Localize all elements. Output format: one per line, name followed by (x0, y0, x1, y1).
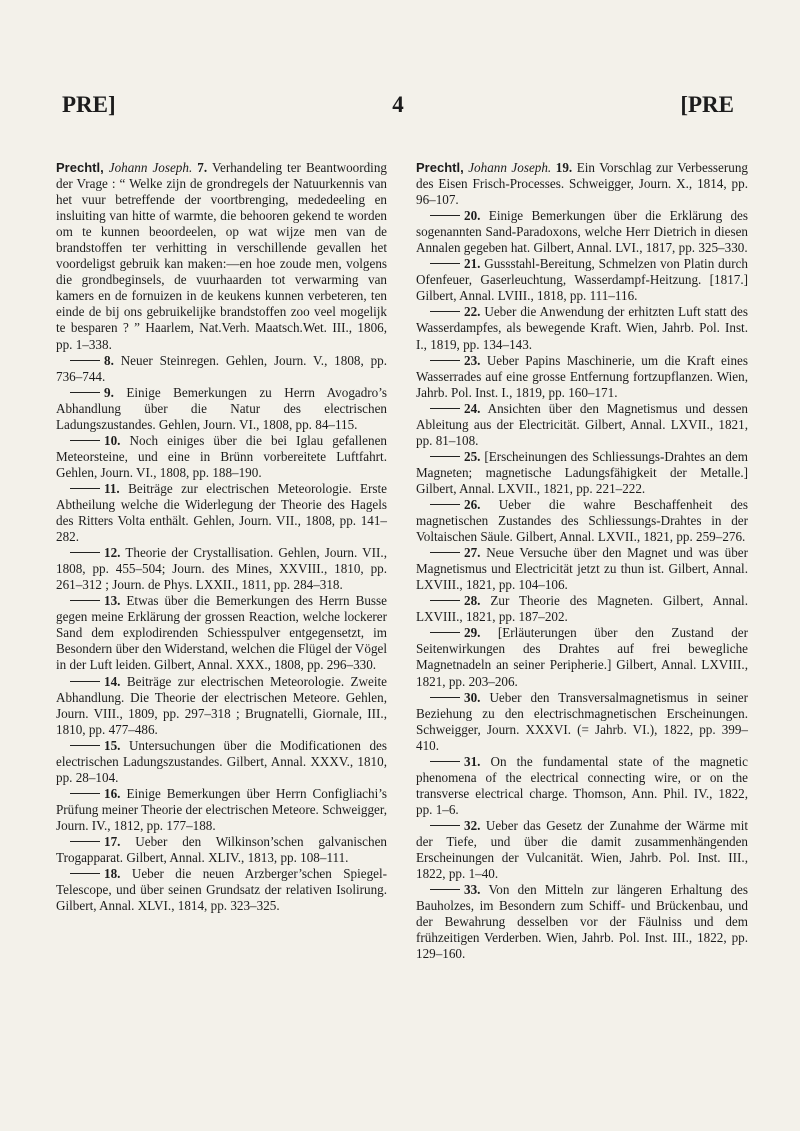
bibliography-entry (416, 882, 748, 962)
ditto-dash (70, 440, 100, 441)
header-left: PRE] (62, 92, 116, 117)
entry-text: Ansichten über den Magnetismus und dessen Ableitung aus der Electricität. Gilbert, Annal. LXVII., 1821, pp. 81–108. (416, 400, 749, 448)
ditto-dash (430, 456, 460, 457)
entry-number: 9. (104, 384, 114, 400)
entry-text: Einige Bemerkungen zu Herrn Avogadro’s Abhandlung über die Natur des electrischen Ladungszustandes. Gehlen, Journ. VI., 1808, pp. 84–115. (56, 384, 387, 432)
entry-text: Ueber die wahre Beschaffenheit des magnetischen Zustandes des Schliessungs-Drahtes in der Voltaischen Säule. Gilbert, Annal. LXVII., 1821, pp. 259–276. (416, 496, 748, 545)
ditto-dash (70, 488, 100, 489)
bibliography-entry (416, 449, 748, 497)
bibliography-entry (56, 593, 387, 673)
author-given-name: Johann Joseph. (468, 160, 552, 175)
entry-text: Ueber die neuen Arzberger’schen Spiegel-Telescope, und über seinen Grundsatz der relativen Isolirung. Gilbert, Annal. XLVI., 1814, pp. 323–325. (56, 866, 388, 914)
entry-number: 14. (104, 673, 121, 689)
header-right: [PRE (680, 92, 734, 117)
ditto-dash (430, 632, 460, 633)
author-given-name: Johann Joseph. (108, 160, 193, 175)
entry-text: Beiträge zur electrischen Meteorologie. Zweite Abhandlung. Die Theorie der electrischen Meteore. Gehlen, Journ. VIII., 1809, pp. 297–318 ; Brugnatelli, Giornale, III., 1810, pp. 477–486. (56, 673, 388, 737)
entry-number: 19. (555, 160, 573, 175)
entry-number: 16. (104, 785, 121, 801)
entry-number: 8. (104, 352, 114, 368)
bibliography-entry (56, 433, 387, 481)
ditto-dash (430, 552, 460, 553)
entry-text: Ueber die Anwendung der erhitzten Luft statt des Wasserdampfes, als bewegende Kraft. Wien, Jahrb. Pol. Inst. I., 1819, pp. 134–143. (416, 304, 748, 352)
bibliography-entry (416, 754, 748, 818)
ditto-dash (430, 215, 460, 216)
bibliography-entry (416, 353, 748, 401)
ditto-dash (70, 793, 100, 794)
ditto-dash (430, 761, 460, 762)
entry-text: Einige Bemerkungen über Herrn Configliachi’s Prüfung meiner Theorie der electrischen Meteore. Schweigger, Journ. IV., 1812, pp. 177–188. (56, 785, 387, 833)
ditto-dash (70, 841, 100, 842)
ditto-dash (70, 681, 100, 682)
entry-text: Ueber Papins Maschinerie, um die Kraft eines Wasserrades auf eine grosse Entfernung fortzupflanzen. Wien, Jahrb. Pol. Inst. I., 1819, pp. 160–171. (416, 352, 748, 400)
entry-number: 29. (464, 625, 481, 641)
entry-text: Ueber den Wilkinson’schen galvanischen Trogapparat. Gilbert, Annal. XLIV., 1813, pp. 108–111. (56, 833, 387, 866)
bibliography-entry (56, 160, 387, 353)
entry-text: Verhandeling ter Beantwoording der Vrage : “ Welke zijn de grondregels der Natuurkennis van het vuur betreffende der voortbrenging, mededeeling en insluiting van hitte of warmte, die behooren gekend te worden om te kunnen beoordeelen, op wat wijze men van de brandstoffen ter verhitting in verschillende gevallen het voordeligst gebruik kan maken:—en hoe zoude men, volgens die grondbeginsels, de vuurhaarden tot verwarming van kamers en de fornuizen in de keukens kunnen verbeteren, ten einde de bij ons gebruikelijke brandstoffen zoo veel mogelijk te besparen ? ” Haarlem, Nat.Verh. Maatsch.Wet. III., 1806, pp. 1–338. (56, 160, 387, 352)
ditto-dash (430, 504, 460, 505)
bibliography-entry (416, 160, 748, 208)
entry-number: 22. (464, 304, 481, 320)
entry-text: Gussstahl-Bereitung, Schmelzen von Platin durch Ofenfeuer, Gaserleuchtung, Wasserdampf-Heitzung. [1817.] Gilbert, Annal. LVIII., 1818, pp. 111–116. (416, 256, 748, 304)
bibliography-entry (56, 481, 387, 545)
entry-number: 30. (464, 689, 481, 705)
entry-number: 31. (464, 753, 481, 769)
page-number: 4 (392, 92, 404, 117)
entry-text: Zur Theorie des Magneten. Gilbert, Annal. LXVIII., 1821, pp. 187–202. (416, 593, 748, 625)
entry-text: Von den Mitteln zur längeren Erhaltung des Bauholzes, im Besondern zum Schiff- und Brückenbau, und der Bewahrung desselben vor der Fäulniss und dem frühzeitigen Verderben. Wien, Jahrb. Pol. Inst. III., 1822, pp. 129–160. (416, 882, 748, 962)
entry-number: 28. (464, 593, 481, 609)
entry-number: 18. (104, 866, 121, 882)
ditto-dash (430, 600, 460, 601)
ditto-dash (70, 745, 100, 746)
ditto-dash (430, 311, 460, 312)
entry-text: Theorie der Crystallisation. Gehlen, Journ. VII., 1808, pp. 455–504; Journ. des Mines, XXVIII., 1810, pp. 261–312 ; Journ. de Phys. LXXII., 1811, pp. 284–318. (56, 545, 387, 593)
ditto-dash (70, 873, 100, 874)
bibliography-entry (56, 786, 387, 834)
entry-text: On the fundamental state of the magnetic phenomena of the electrical connecting wire, or on the transverse electrical charge. Thomson, Ann. Phil. IV., 1822, pp. 1–6. (416, 753, 748, 817)
bibliography-entry (56, 385, 387, 433)
bibliography-entry (416, 497, 748, 545)
entry-number: 11. (104, 480, 120, 496)
entry-number: 26. (464, 496, 481, 512)
bibliography-entry (416, 545, 748, 593)
entry-number: 15. (104, 737, 121, 753)
bibliography-entry (56, 674, 387, 738)
bibliography-entry (416, 401, 748, 449)
entry-number: 27. (464, 545, 481, 561)
right-column (416, 160, 748, 962)
ditto-dash (70, 552, 100, 553)
entry-text: Ein Vorschlag zur Verbesserung des Eisen Frisch-Processes. Schweigger, Journ. X., 1814, pp. 96–107. (416, 160, 748, 208)
entry-text: Untersuchungen über die Modificationen des electrischen Ladungszustandes. Gilbert, Annal. XXXV., 1810, pp. 28–104. (56, 737, 387, 785)
bibliography-entry (56, 834, 387, 866)
entry-number: 13. (104, 593, 121, 609)
ditto-dash (430, 360, 460, 361)
entry-number: 20. (464, 208, 481, 224)
author-name: Prechtl, (56, 160, 104, 175)
entry-number: 33. (464, 882, 481, 898)
entry-text: [Erscheinungen des Schliessungs-Drahtes an dem Magneten; magnetische Ladungsfähigkeit der Metalle.] Gilbert, Annal. LXVII., 1821, pp. 221–222. (416, 448, 748, 496)
entry-text: Noch einiges über die bei Iglau gefallenen Meteorsteine, und eine in Brünn vorbereitete Luftfahrt. Gehlen, Journ. VI., 1808, pp. 188–190. (56, 432, 387, 480)
bibliography-entry (56, 866, 387, 914)
bibliography-entry (416, 818, 748, 882)
entry-text: Ueber das Gesetz der Zunahme der Wärme mit der Tiefe, und über die damit zusammenhängenden Erscheinungen der Vulcanität. Wien, Jahrb. Pol. Inst. III., 1822, pp. 1–40. (416, 817, 748, 882)
entry-number: 24. (464, 400, 481, 416)
bibliography-entry (416, 625, 748, 689)
bibliography-entry (416, 256, 748, 304)
entry-number: 21. (464, 256, 481, 272)
bibliography-entry (416, 208, 748, 256)
ditto-dash (70, 392, 100, 393)
ditto-dash (430, 889, 460, 890)
bibliography-entry (56, 353, 387, 385)
entry-number: 17. (104, 833, 121, 849)
entry-number: 25. (464, 448, 481, 464)
entry-text: Einige Bemerkungen über die Erklärung des sogenannten Sand-Paradoxons, welche Herr Dietrich in diesen Annalen gegeben hat. Gilbert, Annal. LVI., 1817, pp. 325–330. (416, 208, 748, 256)
entry-text: Beiträge zur electrischen Meteorologie. Erste Abtheilung welche die Widerlegung der Theorie des Hagels des Ritters Volta enthält. Gehlen, Journ. VII., 1808, pp. 141–282. (56, 480, 387, 545)
ditto-dash (430, 408, 460, 409)
entry-number: 32. (464, 817, 481, 833)
left-column (56, 160, 387, 914)
entry-number: 12. (104, 545, 121, 561)
entry-number: 23. (464, 352, 481, 368)
ditto-dash (430, 263, 460, 264)
entry-number: 7. (197, 160, 208, 175)
entry-text: Etwas über die Bemerkungen des Herrn Busse gegen meine Erklärung der grossen Reaction, welche lockerer Sand dem explodirenden Schiesspulver entgegensetzt, im Besondern über den Widerstand, welchen die Flügel der Vögel in der Luft leiden. Gilbert, Annal. XXX., 1808, pp. 296–330. (56, 593, 387, 673)
author-name: Prechtl, (416, 160, 464, 175)
ditto-dash (430, 697, 460, 698)
ditto-dash (70, 360, 100, 361)
running-header (62, 92, 734, 122)
entry-text: [Erläuterungen über den Zustand der Seitenwirkungen des Drahtes auf frei bewegliche Magnetnadeln an seiner Peripherie.] Gilbert, Annal. LXVIII., 1821, pp. 203–206. (416, 625, 748, 689)
entry-number: 10. (104, 432, 121, 448)
entry-text: Neue Versuche über den Magnet und was über Magnetismus und Electricität jetzt zu thun ist. Gilbert, Annal. LXVIII., 1821, pp. 104–106. (416, 545, 748, 593)
bibliography-entry (56, 545, 387, 593)
bibliography-entry (56, 738, 387, 786)
entry-text: Neuer Steinregen. Gehlen, Journ. V., 1808, pp. 736–744. (56, 352, 387, 384)
bibliography-entry (416, 304, 748, 352)
bibliography-entry (416, 690, 748, 754)
bibliography-entry (416, 593, 748, 625)
ditto-dash (430, 825, 460, 826)
ditto-dash (70, 600, 100, 601)
entry-text: Ueber den Transversalmagnetismus in seiner Beziehung zu den electrischmagnetischen Erscheinungen. Schweigger, Journ. XXXVI. (= Jahrb. VI.), 1822, pp. 399–410. (416, 689, 748, 753)
